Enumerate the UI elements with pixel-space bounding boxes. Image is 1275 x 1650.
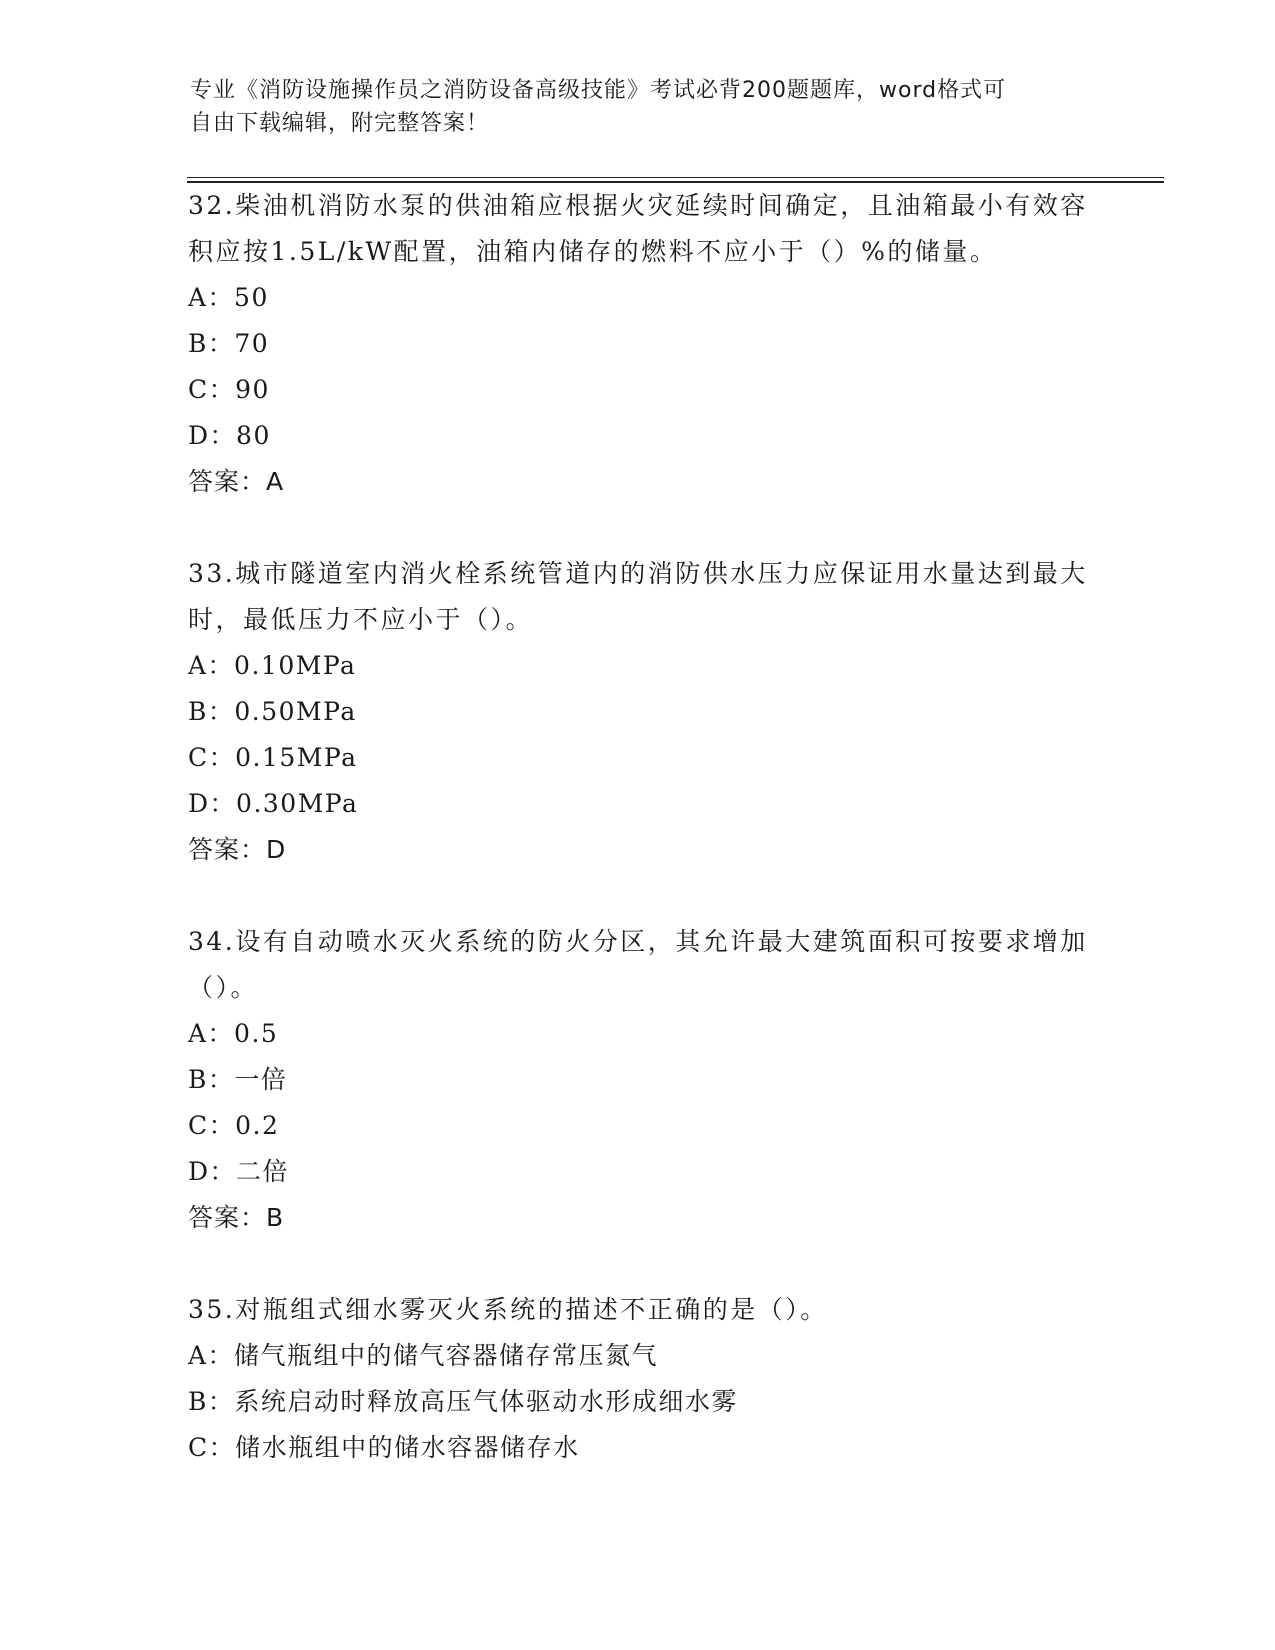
header-line-1: 专业《消防设施操作员之消防设备高级技能》考试必背200题题库，word格式可 xyxy=(190,78,1007,103)
option-a: A：储气瓶组中的储气容器储存常压氮气 xyxy=(188,1341,659,1370)
option-a: A：0.10MPa xyxy=(188,651,357,680)
header-line-2: 自由下载编辑，附完整答案！ xyxy=(190,111,490,136)
question-32 xyxy=(188,183,1088,505)
option-a: A：0.5 xyxy=(188,1019,279,1048)
question-stem: 32.柴油机消防水泵的供油箱应根据火灾延续时间确定，且油箱最小有效容积应按1.5L/kW配置，油箱内储存的燃料不应小于（）%的储量。 xyxy=(188,191,1088,266)
question-stem: 34.设有自动喷水灭火系统的防火分区，其允许最大建筑面积可按要求增加（）。 xyxy=(188,927,1088,1002)
question-35 xyxy=(188,1287,1088,1471)
option-c: C：90 xyxy=(188,375,270,404)
answer-line: 答案：D xyxy=(188,835,287,864)
option-c: C：0.15MPa xyxy=(188,743,358,772)
answer-line: 答案：B xyxy=(188,1203,285,1232)
option-b: B：系统启动时释放高压气体驱动水形成细水雾 xyxy=(188,1387,738,1416)
option-b: B：一倍 xyxy=(188,1065,288,1094)
option-b: B：0.50MPa xyxy=(188,697,357,726)
option-d: D：二倍 xyxy=(188,1157,290,1186)
option-b: B：70 xyxy=(188,329,270,358)
option-d: D：0.30MPa xyxy=(188,789,359,818)
option-d: D：80 xyxy=(188,421,271,450)
header-divider-thin xyxy=(187,177,1164,178)
document-header xyxy=(190,74,1090,140)
question-33 xyxy=(188,551,1088,873)
question-34 xyxy=(188,919,1088,1241)
question-stem: 33.城市隧道室内消火栓系统管道内的消防供水压力应保证用水量达到最大时，最低压力不应小于（）。 xyxy=(188,559,1088,634)
option-c: C：储水瓶组中的储水容器储存水 xyxy=(188,1433,580,1462)
option-a: A：50 xyxy=(188,283,269,312)
answer-line: 答案：A xyxy=(188,467,285,496)
question-stem: 35.对瓶组式细水雾灭火系统的描述不正确的是（）。 xyxy=(188,1295,828,1324)
option-c: C：0.2 xyxy=(188,1111,280,1140)
